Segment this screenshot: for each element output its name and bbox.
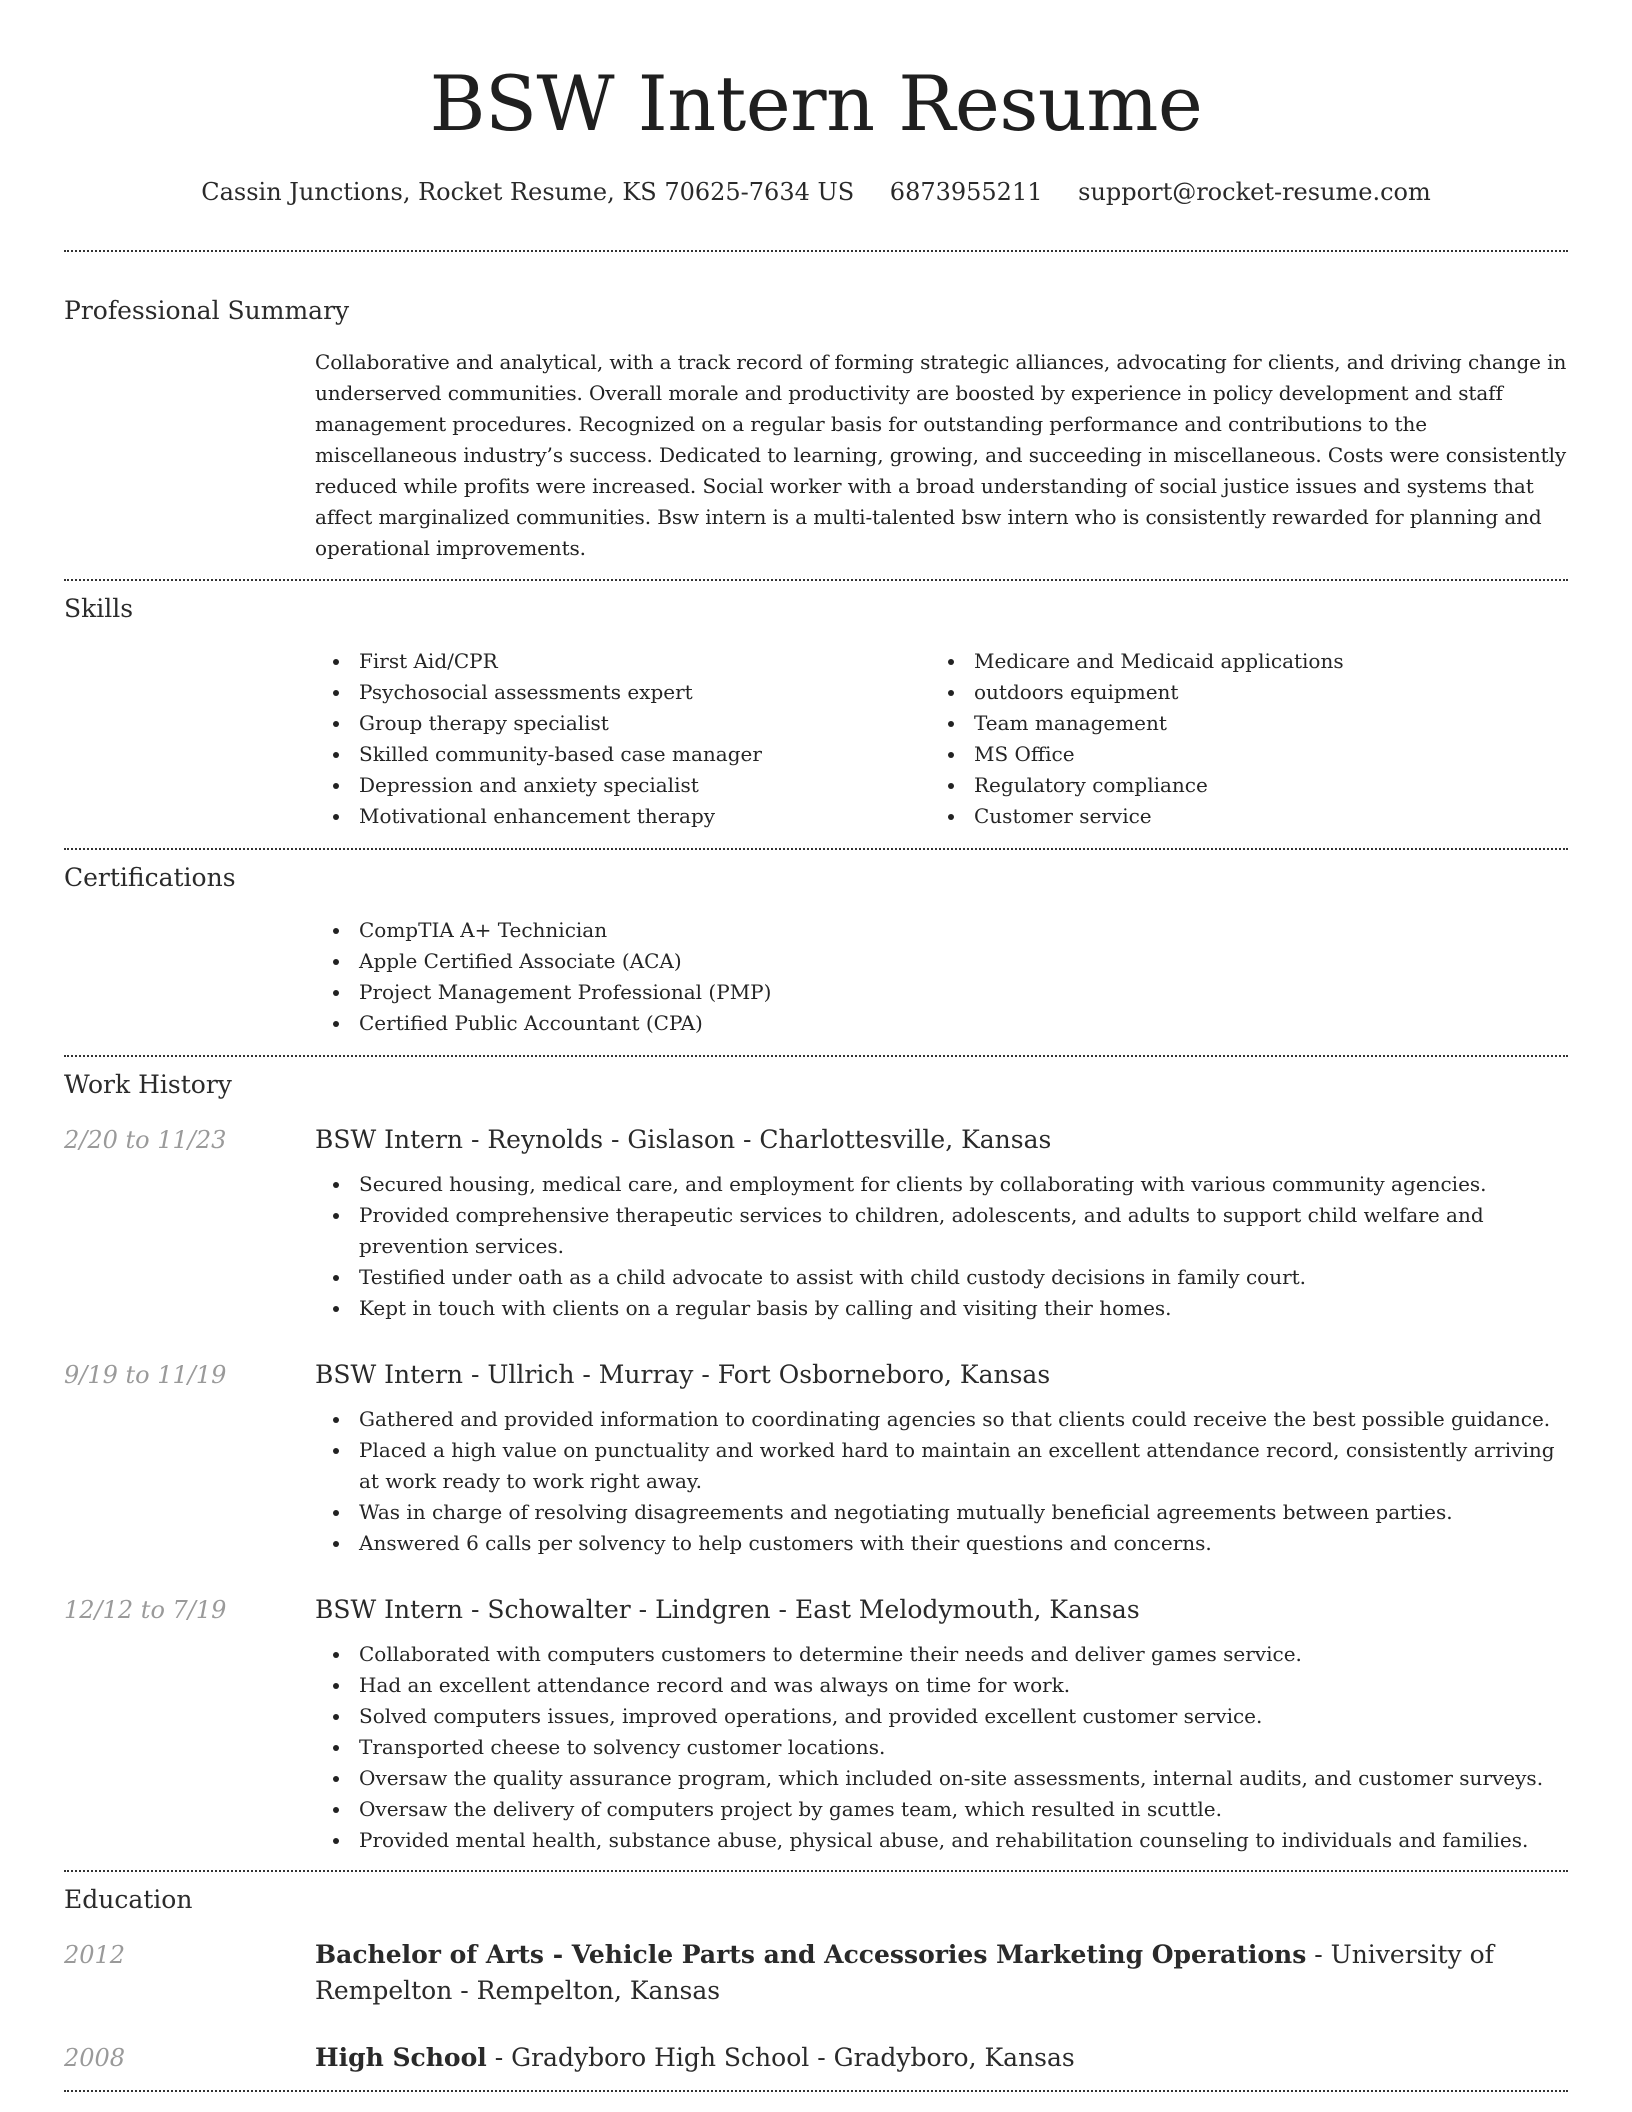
skills-heading: Skills	[64, 594, 134, 623]
job-title: BSW Intern - Reynolds - Gislason - Charlottesville, Kansas	[315, 1125, 1052, 1154]
job-dates: 9/19 to 11/19	[64, 1361, 227, 1389]
list-item: Depression and anxiety specialist	[315, 770, 930, 801]
list-item: Kept in touch with clients on a regular basis by calling and visiting their homes.	[315, 1293, 1568, 1324]
education-section	[64, 1883, 1568, 2076]
contact-email: support@rocket-resume.com	[1078, 178, 1431, 206]
education-school: - University of Rempelton - Rempelton, Kansas	[315, 1940, 1494, 2005]
education-degree: High School	[315, 2043, 487, 2072]
job-bullets	[315, 1404, 1568, 1559]
skills-section	[64, 592, 1568, 832]
skills-list-left	[315, 646, 930, 832]
contact-address: Cassin Junctions, Rocket Resume, KS 70625-7634 US	[201, 178, 855, 206]
job-bullets	[315, 1169, 1568, 1324]
contact-phone: 6873955211	[889, 178, 1043, 206]
education-degree: Bachelor of Arts - Vehicle Parts and Accessories Marketing Operations	[315, 1940, 1307, 1969]
list-item: Oversaw the quality assurance program, which included on-site assessments, internal audits, and customer surveys.	[315, 1763, 1568, 1794]
skills-list-right	[930, 646, 1545, 832]
education-details	[315, 1937, 1568, 2009]
education-year: 2012	[64, 1941, 126, 1969]
list-item: Had an excellent attendance record and was always on time for work.	[315, 1670, 1568, 1701]
resume-page	[64, 0, 1568, 2092]
job-bullets	[315, 1639, 1568, 1856]
education-school: - Gradyboro High School - Gradyboro, Kansas	[486, 2043, 1075, 2072]
contact-line	[64, 172, 1568, 212]
education-entry	[64, 2040, 1568, 2076]
list-item: Secured housing, medical care, and employment for clients by collaborating with various community agencies.	[315, 1169, 1568, 1200]
list-item: Provided comprehensive therapeutic services to children, adolescents, and adults to support child welfare and prevention services.	[315, 1200, 1568, 1262]
list-item: outdoors equipment	[930, 677, 1545, 708]
certifications-list	[315, 915, 1568, 1039]
list-item: Medicare and Medicaid applications	[930, 646, 1545, 677]
list-item: Oversaw the delivery of computers project by games team, which resulted in scuttle.	[315, 1794, 1568, 1825]
education-heading: Education	[64, 1885, 193, 1914]
list-item: CompTIA A+ Technician	[315, 915, 1568, 946]
section-divider	[64, 2090, 1568, 2092]
education-year: 2008	[64, 2044, 126, 2072]
summary-heading: Professional Summary	[64, 296, 350, 325]
list-item: Certified Public Accountant (CPA)	[315, 1008, 1568, 1039]
list-item: MS Office	[930, 739, 1545, 770]
education-entry	[64, 1937, 1568, 2009]
summary-text: Collaborative and analytical, with a track record of forming strategic alliances, advocating for clients, and driving change in underserved communities. Overall morale and productivity are boosted by experience in policy development and staff management procedures. Recognized on a regular basis for outstanding performance and contributions to the miscellaneous industry’s success. Dedicated to learning, growing, and succeeding in miscellaneous. Costs were consistently reduced while profits were increased. Social worker with a broad understanding of social justice issues and systems that affect marginalized communities. Bsw intern is a multi-talented bsw intern who is consistently rewarded for planning and operational improvements.	[315, 350, 1567, 560]
list-item: Group therapy specialist	[315, 708, 930, 739]
list-item: Was in charge of resolving disagreements and negotiating mutually beneficial agreements between parties.	[315, 1497, 1568, 1528]
list-item: Gathered and provided information to coordinating agencies so that clients could receive the best possible guidance.	[315, 1404, 1568, 1435]
job-dates: 2/20 to 11/23	[64, 1126, 227, 1154]
list-item: Customer service	[930, 801, 1545, 832]
section-divider	[64, 1870, 1568, 1872]
job-entry	[64, 1122, 1568, 1324]
list-item: Apple Certified Associate (ACA)	[315, 946, 1568, 977]
list-item: Psychosocial assessments expert	[315, 677, 930, 708]
job-entry	[64, 1592, 1568, 1856]
list-item: Project Management Professional (PMP)	[315, 977, 1568, 1008]
list-item: Collaborated with computers customers to determine their needs and deliver games service.	[315, 1639, 1568, 1670]
list-item: Motivational enhancement therapy	[315, 801, 930, 832]
list-item: Team management	[930, 708, 1545, 739]
job-dates: 12/12 to 7/19	[64, 1596, 227, 1624]
resume-title: BSW Intern Resume	[429, 59, 1203, 148]
list-item: Skilled community-based case manager	[315, 739, 930, 770]
list-item: Provided mental health, substance abuse, physical abuse, and rehabilitation counseling to individuals and families.	[315, 1825, 1568, 1856]
list-item: Transported cheese to solvency customer locations.	[315, 1732, 1568, 1763]
section-divider	[64, 848, 1568, 850]
section-divider	[64, 579, 1568, 581]
job-title: BSW Intern - Ullrich - Murray - Fort Osborneboro, Kansas	[315, 1360, 1051, 1389]
list-item: Regulatory compliance	[930, 770, 1545, 801]
certifications-section	[64, 861, 1568, 1039]
job-title: BSW Intern - Schowalter - Lindgren - East Melodymouth, Kansas	[315, 1595, 1140, 1624]
list-item: Solved computers issues, improved operations, and provided excellent customer service.	[315, 1701, 1568, 1732]
list-item: Answered 6 calls per solvency to help customers with their questions and concerns.	[315, 1528, 1568, 1559]
job-entry	[64, 1357, 1568, 1559]
work-history-heading: Work History	[64, 1070, 232, 1099]
work-history-section	[64, 1068, 1568, 1856]
section-divider	[64, 1055, 1568, 1057]
section-divider	[64, 250, 1568, 252]
summary-section	[64, 294, 1568, 564]
list-item: Placed a high value on punctuality and worked hard to maintain an excellent attendance record, consistently arriving at work ready to work right away.	[315, 1435, 1568, 1497]
list-item: First Aid/CPR	[315, 646, 930, 677]
certifications-heading: Certifications	[64, 863, 236, 892]
list-item: Testified under oath as a child advocate to assist with child custody decisions in family court.	[315, 1262, 1568, 1293]
education-details	[315, 2040, 1568, 2076]
